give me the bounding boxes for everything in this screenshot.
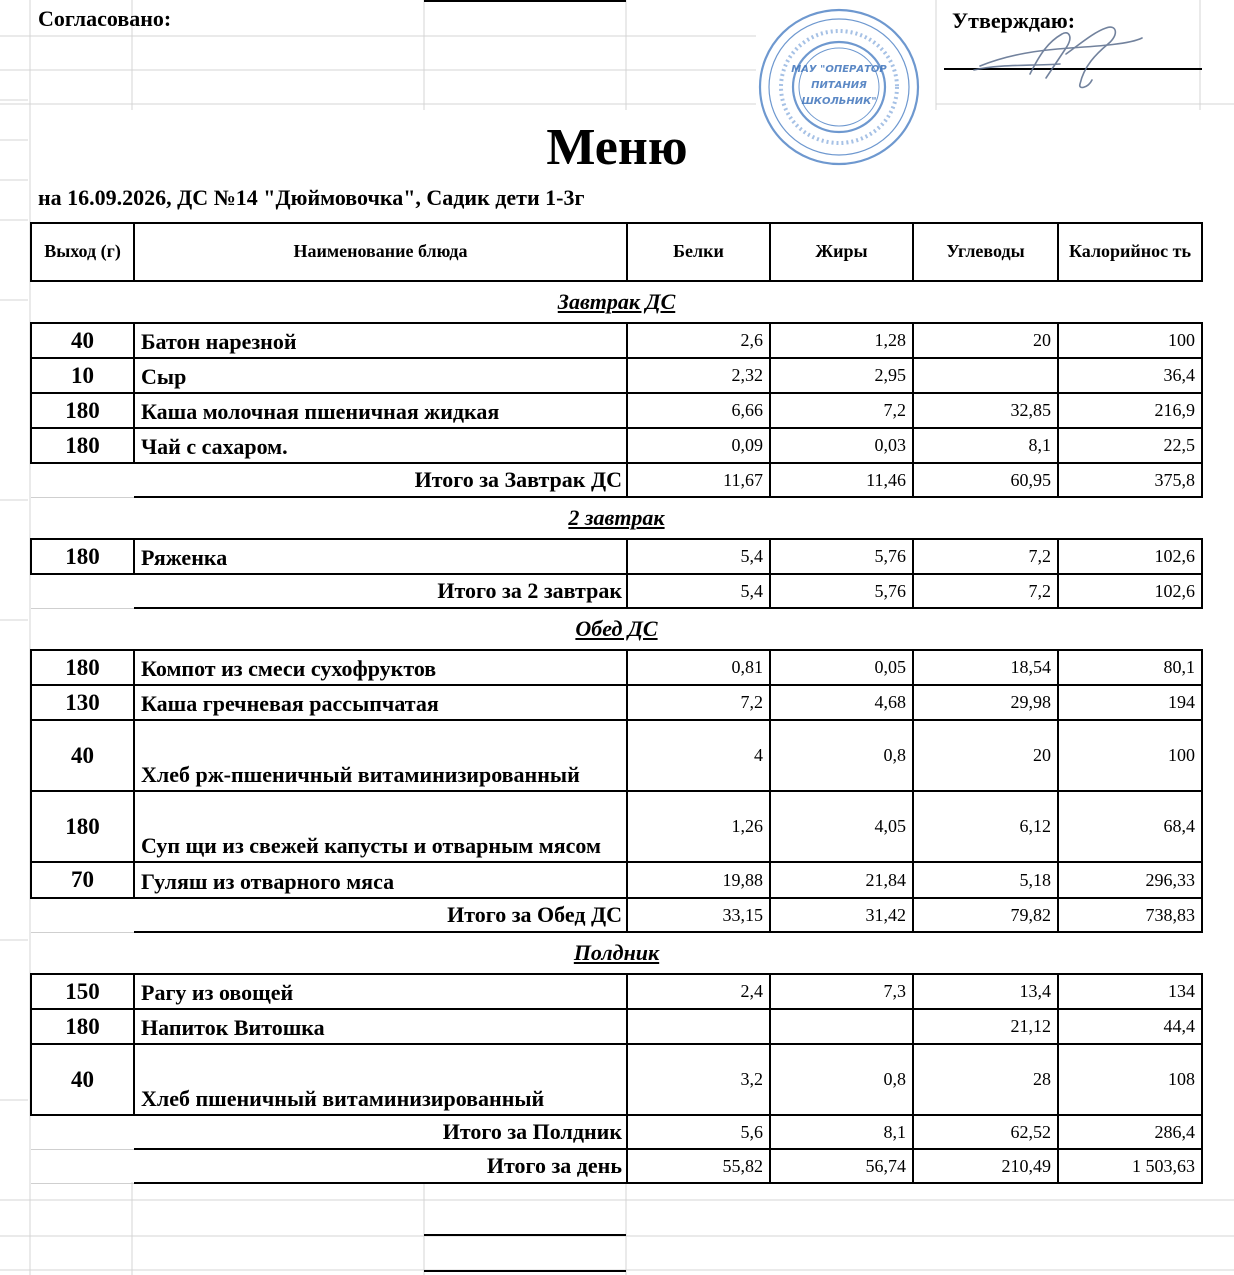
kcal-cell: 68,4 [1058,791,1202,862]
subtotal-label: Итого за 2 завтрак [134,574,627,608]
protein-cell: 7,2 [627,685,770,720]
carbs-cell: 7,2 [913,539,1058,574]
carbs-total-cell: 62,52 [913,1115,1058,1149]
dish-cell: Сыр [134,358,627,393]
top-rule-line [424,0,626,2]
fat-cell: 4,05 [770,791,913,862]
output-cell: 10 [31,358,134,393]
kcal-cell: 296,33 [1058,862,1202,898]
output-cell: 40 [31,1044,134,1115]
output-cell: 40 [31,323,134,358]
protein-total-cell: 11,67 [627,463,770,497]
fat-cell: 5,76 [770,539,913,574]
fat-cell: 1,28 [770,323,913,358]
table-row [31,720,1202,791]
dish-cell: Хлеб рж-пшеничный витаминизированный [134,720,627,791]
carbs-cell [913,358,1058,393]
dish-cell: Компот из смеси сухофруктов [134,650,627,685]
kcal-cell: 102,6 [1058,539,1202,574]
fat-total-cell: 11,46 [770,463,913,497]
fat-cell: 0,03 [770,428,913,463]
protein-day-total-cell: 55,82 [627,1149,770,1183]
dish-cell: Ряженка [134,539,627,574]
section-row [31,932,1202,974]
output-cell: 180 [31,791,134,862]
fat-cell: 4,68 [770,685,913,720]
subtotal-label: Итого за Обед ДС [134,898,627,932]
subtotal-label: Итого за Полдник [134,1115,627,1149]
output-cell: 180 [31,1009,134,1044]
carbs-cell: 20 [913,323,1058,358]
approve-label: Утверждаю: [952,8,1076,33]
table-row [31,393,1202,428]
agreed-label: Согласовано: [38,6,172,31]
menu-table [30,222,1203,1184]
col-header-fat: Жиры [770,223,913,281]
dish-cell: Суп щи из свежей капусты и отварным мясом [134,791,627,862]
protein-cell: 2,6 [627,323,770,358]
protein-cell: 0,09 [627,428,770,463]
section-row [31,608,1202,650]
subtotal-row [31,898,1202,932]
output-cell: 180 [31,428,134,463]
kcal-cell: 44,4 [1058,1009,1202,1044]
kcal-total-cell: 738,83 [1058,898,1202,932]
table-row [31,1044,1202,1115]
section-title: 2 завтрак [568,505,665,530]
kcal-cell: 108 [1058,1044,1202,1115]
carbs-cell: 28 [913,1044,1058,1115]
output-cell: 130 [31,685,134,720]
svg-text:ШКОЛЬНИК": ШКОЛЬНИК" [801,96,877,107]
col-header-carbs: Углеводы [913,223,1058,281]
fat-cell: 7,3 [770,974,913,1009]
signature-scribble [970,14,1150,92]
col-header-output: Выход (г) [31,223,134,281]
table-row [31,428,1202,463]
carbs-cell: 13,4 [913,974,1058,1009]
kcal-cell: 194 [1058,685,1202,720]
table-row [31,358,1202,393]
protein-total-cell: 5,6 [627,1115,770,1149]
table-row [31,1009,1202,1044]
table-row [31,862,1202,898]
protein-cell: 6,66 [627,393,770,428]
output-cell: 180 [31,393,134,428]
carbs-cell: 20 [913,720,1058,791]
kcal-day-total-cell: 1 503,63 [1058,1149,1202,1183]
table-row [31,323,1202,358]
subtotal-row [31,1115,1202,1149]
carbs-cell: 6,12 [913,791,1058,862]
fat-cell: 0,05 [770,650,913,685]
fat-cell: 21,84 [770,862,913,898]
dish-cell: Каша молочная пшеничная жидкая [134,393,627,428]
dish-cell: Хлеб пшеничный витаминизированный [134,1044,627,1115]
table-row [31,650,1202,685]
dish-cell: Гуляш из отварного мяса [134,862,627,898]
section-title: Полдник [573,940,660,965]
protein-cell: 19,88 [627,862,770,898]
protein-cell: 1,26 [627,791,770,862]
protein-total-cell: 33,15 [627,898,770,932]
carbs-cell: 32,85 [913,393,1058,428]
protein-cell: 3,2 [627,1044,770,1115]
output-cell: 70 [31,862,134,898]
kcal-cell: 36,4 [1058,358,1202,393]
kcal-total-cell: 375,8 [1058,463,1202,497]
protein-total-cell: 5,4 [627,574,770,608]
kcal-cell: 80,1 [1058,650,1202,685]
svg-text:МАУ "ОПЕРАТОР: МАУ "ОПЕРАТОР [791,64,887,75]
bottom-rule-line [424,1270,626,1272]
kcal-total-cell: 102,6 [1058,574,1202,608]
output-cell: 40 [31,720,134,791]
table-header-row [31,223,1202,281]
carbs-total-cell: 79,82 [913,898,1058,932]
protein-cell [627,1009,770,1044]
fat-cell [770,1009,913,1044]
carbs-cell: 21,12 [913,1009,1058,1044]
carbs-total-cell: 7,2 [913,574,1058,608]
table-row [31,974,1202,1009]
col-header-protein: Белки [627,223,770,281]
kcal-cell: 100 [1058,720,1202,791]
table-row [31,685,1202,720]
output-cell: 180 [31,539,134,574]
fat-day-total-cell: 56,74 [770,1149,913,1183]
protein-cell: 0,81 [627,650,770,685]
section-title: Завтрак ДС [557,289,676,314]
fat-cell: 2,95 [770,358,913,393]
protein-cell: 2,32 [627,358,770,393]
table-row [31,791,1202,862]
dish-cell: Чай с сахаром. [134,428,627,463]
subtotal-row [31,463,1202,497]
kcal-cell: 100 [1058,323,1202,358]
fat-cell: 7,2 [770,393,913,428]
kcal-cell: 216,9 [1058,393,1202,428]
fat-cell: 0,8 [770,720,913,791]
protein-cell: 5,4 [627,539,770,574]
output-cell: 150 [31,974,134,1009]
page-title: Меню [546,119,688,176]
svg-text:ПИТАНИЯ: ПИТАНИЯ [811,80,867,91]
dish-cell: Батон нарезной [134,323,627,358]
carbs-cell: 18,54 [913,650,1058,685]
section-row [31,497,1202,539]
bottom-rule-line [424,1234,626,1236]
kcal-cell: 22,5 [1058,428,1202,463]
kcal-cell: 134 [1058,974,1202,1009]
kcal-total-cell: 286,4 [1058,1115,1202,1149]
section-row [31,281,1202,323]
protein-cell: 2,4 [627,974,770,1009]
fat-total-cell: 31,42 [770,898,913,932]
section-title: Обед ДС [575,616,658,641]
col-header-kcal: Калорийнос ть [1058,223,1202,281]
day-total-row [31,1149,1202,1183]
table-row [31,539,1202,574]
fat-cell: 0,8 [770,1044,913,1115]
carbs-cell: 8,1 [913,428,1058,463]
dish-cell: Напиток Витошка [134,1009,627,1044]
fat-total-cell: 5,76 [770,574,913,608]
carbs-day-total-cell: 210,49 [913,1149,1058,1183]
output-cell: 180 [31,650,134,685]
carbs-cell: 29,98 [913,685,1058,720]
dish-cell: Рагу из овощей [134,974,627,1009]
col-header-dish: Наименование блюда [134,223,627,281]
menu-subtitle: на 16.09.2026, ДС №14 "Дюймовочка", Садик дети 1-3г [38,185,585,210]
subtotal-row [31,574,1202,608]
carbs-total-cell: 60,95 [913,463,1058,497]
protein-cell: 4 [627,720,770,791]
fat-total-cell: 8,1 [770,1115,913,1149]
day-total-label: Итого за день [134,1149,627,1183]
dish-cell: Каша гречневая рассыпчатая [134,685,627,720]
carbs-cell: 5,18 [913,862,1058,898]
subtotal-label: Итого за Завтрак ДС [134,463,627,497]
